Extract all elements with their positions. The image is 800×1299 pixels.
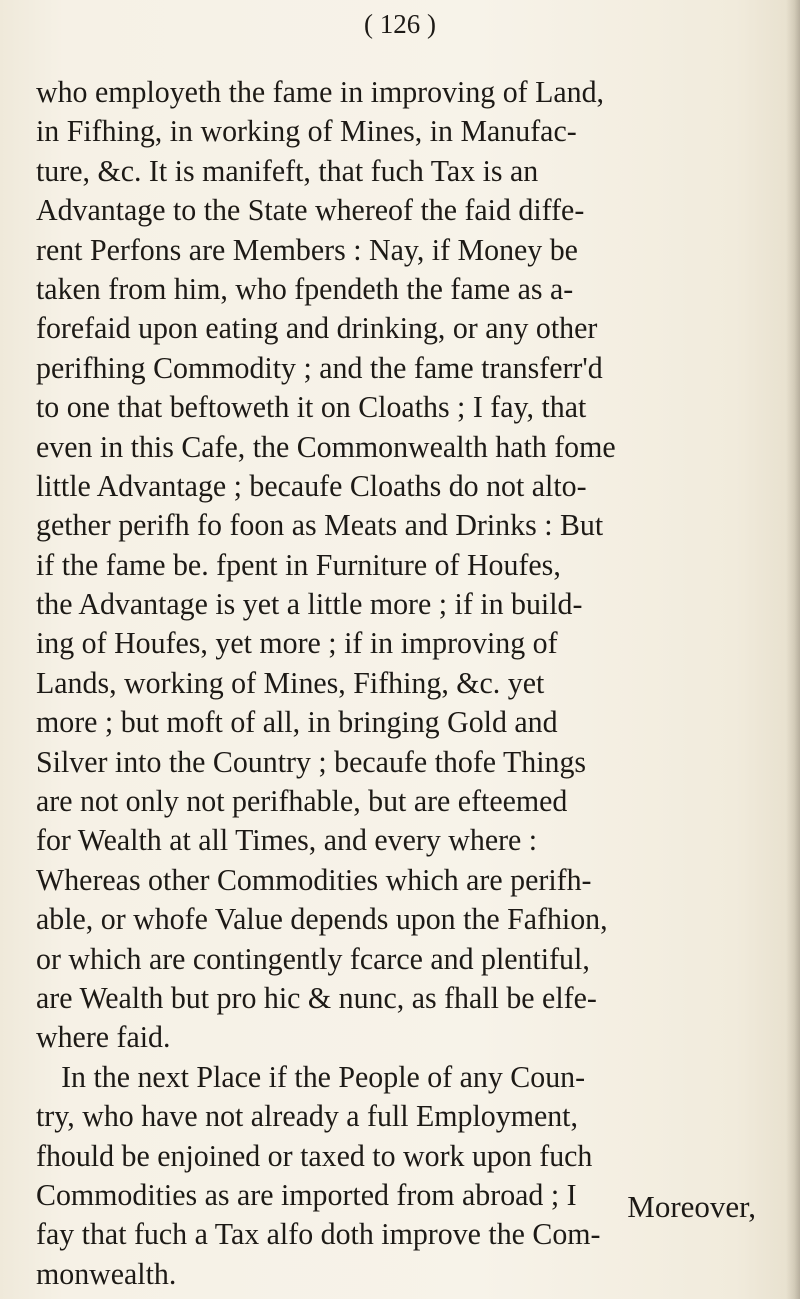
page-number-header: ( 126 ) <box>364 9 436 39</box>
text-line-18: Silver into the Country ; becaufe thofe Things <box>36 743 587 779</box>
text-line-9: to one that beftoweth it on Cloaths ; I fay, that <box>36 389 587 425</box>
text-line-29: Commodities as are imported from abroad ; I <box>36 1176 577 1212</box>
catchword: Moreover, <box>627 1189 756 1224</box>
text-line-5: rent Perfons are Members : Nay, if Money be <box>36 231 578 267</box>
text-line-16: Lands, working of Mines, Fifhing, &c. yet <box>36 664 545 700</box>
text-line-20: for Wealth at all Times, and every where : <box>36 822 538 858</box>
text-line-10: even in this Cafe, the Commonwealth hath fome <box>36 428 616 464</box>
text-line-24: are Wealth but pro hic & nunc, as fhall be elfe- <box>36 979 597 1015</box>
text-line-12: gether perifh fo foon as Meats and Drinks : But <box>36 507 604 543</box>
text-line-19: are not only not perifhable, but are efteemed <box>36 783 568 819</box>
text-line-30: fay that fuch a Tax alfo doth improve the Com- <box>36 1216 601 1252</box>
text-line-4: Advantage to the State whereof the faid diffe- <box>36 192 585 228</box>
text-line-3: ture, &c. It is manifeft, that fuch Tax is an <box>36 152 539 188</box>
text-line-2: in Fifhing, in working of Mines, in Manufac- <box>36 113 577 149</box>
text-line-22: able, or whofe Value depends upon the Fafhion, <box>36 901 608 937</box>
text-line-21: Whereas other Commodities which are perifh- <box>36 861 592 897</box>
text-line-28: fhould be enjoined or taxed to work upon fuch <box>36 1137 593 1173</box>
text-line-8: perifhing Commodity ; and the fame transferr'd <box>36 349 603 385</box>
text-line-6: taken from him, who fpendeth the fame as a- <box>36 270 574 306</box>
text-line-1: who employeth the fame in improving of Land, <box>36 74 605 109</box>
text-line-14: the Advantage is yet a little more ; if in build- <box>36 586 583 622</box>
text-line-11: little Advantage ; becaufe Cloaths do not alto- <box>36 467 587 503</box>
text-line-7: forefaid upon eating and drinking, or any other <box>36 310 598 346</box>
text-line-26: In the next Place if the People of any Coun- <box>61 1058 586 1094</box>
text-line-31: monwealth. <box>36 1255 177 1291</box>
text-line-13: if the fame be. fpent in Furniture of Houfes, <box>36 546 561 582</box>
text-line-17: more ; but moft of all, in bringing Gold and <box>36 704 558 740</box>
text-line-23: or which are contingently fcarce and plentiful, <box>36 940 590 976</box>
page-body-text <box>36 72 798 1293</box>
text-line-27: try, who have not already a full Employment, <box>36 1098 578 1134</box>
text-line-15: ing of Houfes, yet more ; if in improving of <box>36 625 558 661</box>
text-line-25: where faid. <box>36 1019 171 1055</box>
